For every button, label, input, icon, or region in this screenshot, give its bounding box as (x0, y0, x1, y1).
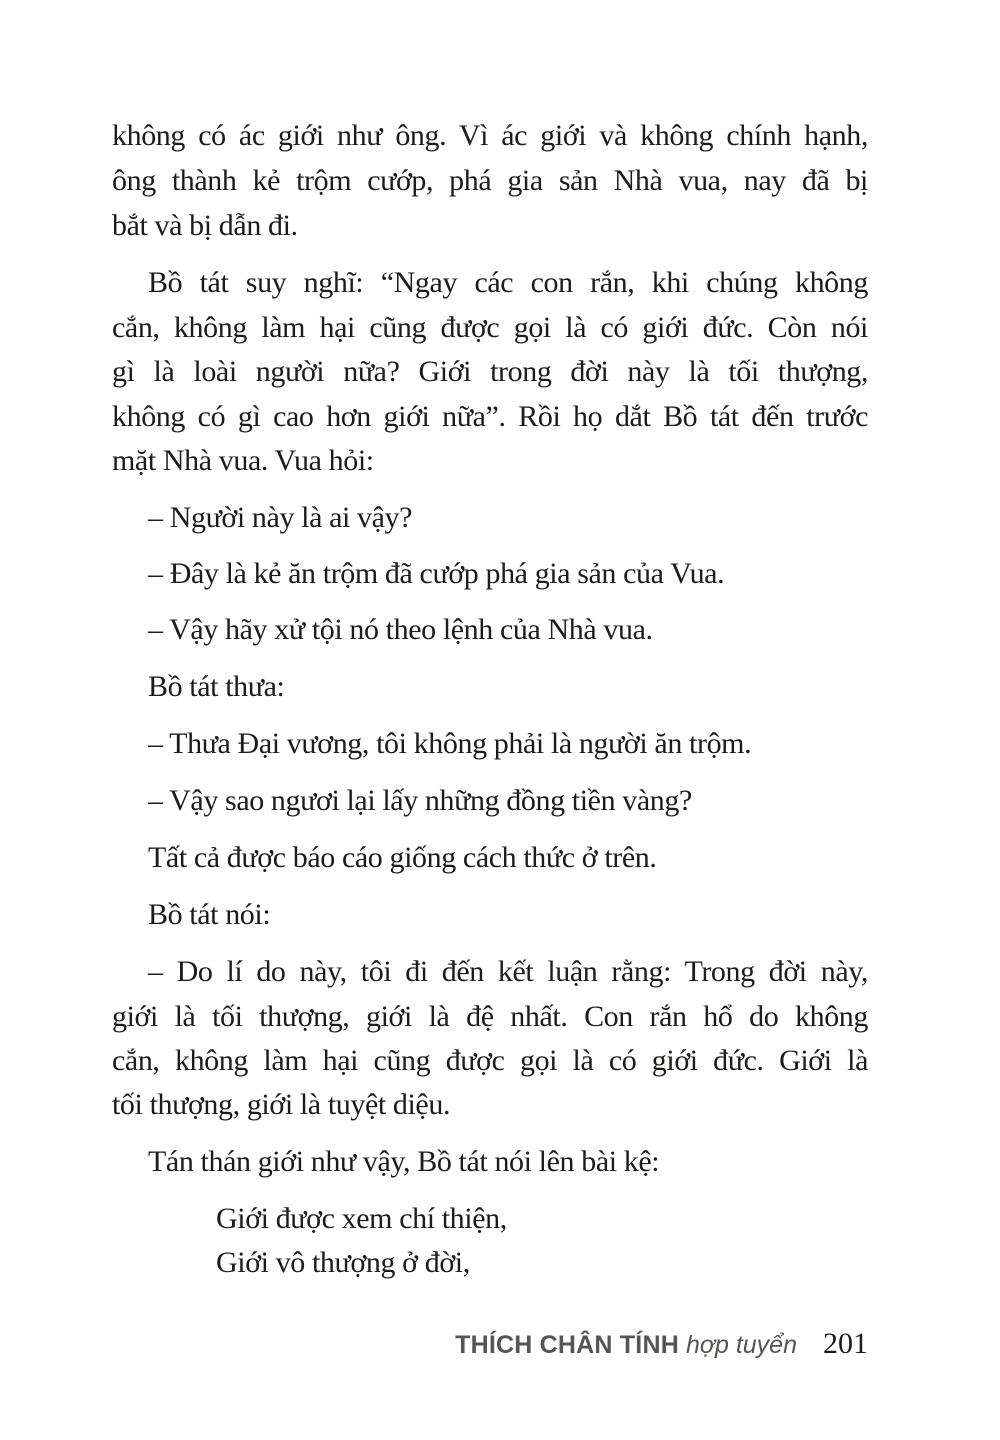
paragraph-line: cắn, không làm hại cũng được gọi là có giới đức. Giới là (112, 1044, 868, 1077)
paragraph-line: mặt Nhà vua. Vua hỏi: (112, 444, 374, 477)
paragraph-line: không có ác giới như ông. Vì ác giới và không chính hạnh, (112, 119, 868, 152)
paragraph-line: ông thành kẻ trộm cướp, phá gia sản Nhà vua, nay đã bị (112, 164, 868, 197)
dialogue-line: – Đây là kẻ ăn trộm đã cướp phá gia sản của Vua. (148, 557, 725, 590)
dialogue-line: – Vậy hãy xử tội nó theo lệnh của Nhà vua. (148, 613, 653, 646)
dialogue-line: – Người này là ai vậy? (148, 501, 413, 534)
paragraph-line: gì là loài người nữa? Giới trong đời này là tối thượng, (112, 355, 868, 388)
paragraph-line: bắt và bị dẫn đi. (112, 209, 298, 242)
paragraph-line: giới là tối thượng, giới là đệ nhất. Con rắn hổ do không (112, 1000, 868, 1033)
paragraph-line: Bồ tát suy nghĩ: “Ngay các con rắn, khi chúng không (148, 266, 868, 299)
footer-author: THÍCH CHÂN TÍNH (455, 1331, 679, 1359)
paragraph-line: Bồ tát thưa: (148, 670, 285, 703)
paragraph-line: tối thượng, giới là tuyệt diệu. (112, 1088, 451, 1121)
paragraph-line: cắn, không làm hại cũng được gọi là có giới đức. Còn nói (112, 311, 868, 344)
footer-subtitle: hợp tuyển (685, 1331, 797, 1359)
paragraph-line: – Do lí do này, tôi đi đến kết luận rằng: Trong đời này, (148, 955, 868, 988)
dialogue-line: – Vậy sao ngươi lại lấy những đồng tiền vàng? (148, 784, 692, 817)
page-footer (0, 1327, 868, 1367)
paragraph-line: Tán thán giới như vậy, Bồ tát nói lên bài kệ: (148, 1145, 660, 1178)
paragraph-line: Tất cả được báo cáo giống cách thức ở trên. (148, 841, 657, 874)
verse-line: Giới vô thượng ở đời, (216, 1246, 470, 1279)
verse-line: Giới được xem chí thiện, (216, 1202, 507, 1235)
dialogue-line: – Thưa Đại vương, tôi không phải là người ăn trộm. (148, 727, 752, 760)
paragraph-line: không có gì cao hơn giới nữa”. Rồi họ dắt Bồ tát đến trước (112, 400, 868, 433)
paragraph-line: Bồ tát nói: (148, 898, 271, 931)
page-number: 201 (823, 1327, 868, 1360)
